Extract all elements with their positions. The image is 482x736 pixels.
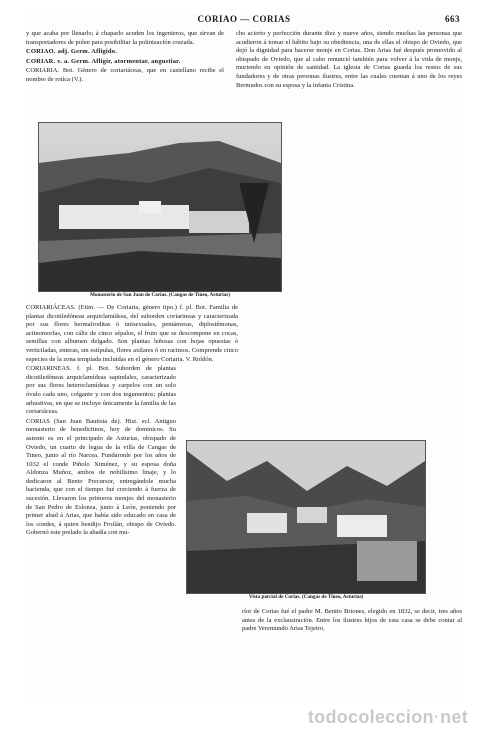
entry-coriar: CORIAR. v. a. Germ. Afligir, atormentar, angustiar.	[26, 57, 181, 65]
entry-coriarineas: CORIARINEAS. f. pl. Bot. Suborden de plantas dicotiledóneas arquiclamídeas sapindales, caracterizado por sus flores heteroclamídeas y carpelos con un solo óvulo cada uno, colgante y con dos tegumentos; plantas arbustivas, en que se incluye únicamente la familia de las coriariáceas.	[26, 365, 176, 416]
entry-coriaria: CORIARIA. Bot. Género de coriariáceas, que en castellano recibe el nombre de rotíca (V.).	[26, 67, 224, 83]
figure-caption: Vista parcial de Corias. (Cangas de Tineo, Asturias)	[248, 594, 364, 600]
village-photo-image	[187, 441, 425, 593]
page-number: 663	[445, 14, 460, 24]
running-head	[26, 14, 462, 28]
monastery-photo-image	[39, 123, 281, 291]
entry-coriariaceas: CORIARIÁCEAS. (Etim. — De Coriaria, género tipo.) f. pl. Bot. Familia de plantas dicotiledóneas arquiclamídeas, del suborden coriarineas y caracterizada por sus flores hermafroditas ó unisexuales, pentámeras, diplostémonas, actinomorfas, con cáliz de cinco sépalos, el fruto que se descompone en cocas, semillas con albumen delgado. Son plantas leñosas con hojas opuestas ó verticiladas, enteras, sin estípulas, flores axilares ó en racimos. Comprende cinco especies de la zona templada incluidas en el género Coriaria. V. Roldón.	[26, 304, 238, 363]
encyclopedia-page	[26, 14, 462, 704]
left-column-top	[26, 30, 224, 86]
paragraph: y que acaba por llenarlo; á chaparlo acuden los ingenieros, que sirvan de transportadores de polen para posibilitar la polinización cruzada.	[26, 30, 224, 46]
village-photo	[186, 440, 426, 594]
entry-corias: CORIAS (San Juan Bautista de). Hist. ecl. Antiguo monasterio de benedictinos, hoy de dominicos. Su asiento es en el principado de Asturias, obispado de Oviedo, un cuarto de legua de la villa de Cangas de Tineo, junto al río Narcea. Fundaronle por los años de 1032 el conde Piñolo Ximénez, y su esposa doña Aldonza Muñoz, ambos de nobilísimo linaje, y lo dedicaron al Bento Precursor, entregándole mucha hacienda, que con el tiempo fué creciendo á fuerza de sucesión. Llevaron los primeros monjes del monasterio de San Pedro de Eslonza, junto á León, poniendo por primer abad á Arias, que había sido educado en casa de los condes, á quien bendijo Froilán, obispo de Oviedo. Gobernó este prelado la abadía con mu-	[26, 417, 176, 537]
entry-coriao: CORIAO. adj. Germ. Afligido.	[26, 48, 118, 56]
paragraph: ríor de Corias fué el padre M. Benito Briones, elegido en 1832, se decir, tres años antes de la exclaustración. Entre los ilustres hijos de esta casa se debe contar al padre Veremundo Arias Tejeiro,	[242, 608, 462, 633]
figure-caption: Monasterio de San Juan de Corias. (Cangas de Tineo, Asturias)	[89, 292, 231, 298]
paragraph: cho acierto y perfección durante diez y nueve años, siendo muchas las personas que acudieron á tomar el hábito bajo su obediencia, una de ellas el obispo de Oviedo, que dejó la dignidad para hacerse monje en Corias. Don Arias fué después promovido al obispado de Oviedo, que al cabo renunció también para volver á la vida de monje, muriendo en opinión de santidad. La iglesia de Corias guarda los restos de sus fundadores y de otras personas ilustres, entre las cuales cuentan á uno de los reyes Bermudos con su esposa y la infanta Cristina.	[236, 30, 462, 89]
monastery-photo	[38, 122, 282, 292]
running-head-title: CORIAO — CORIAS	[197, 14, 291, 24]
watermark: todocoleccion·net	[307, 707, 468, 727]
right-column-bottom	[242, 608, 462, 635]
right-column-top	[236, 30, 462, 91]
